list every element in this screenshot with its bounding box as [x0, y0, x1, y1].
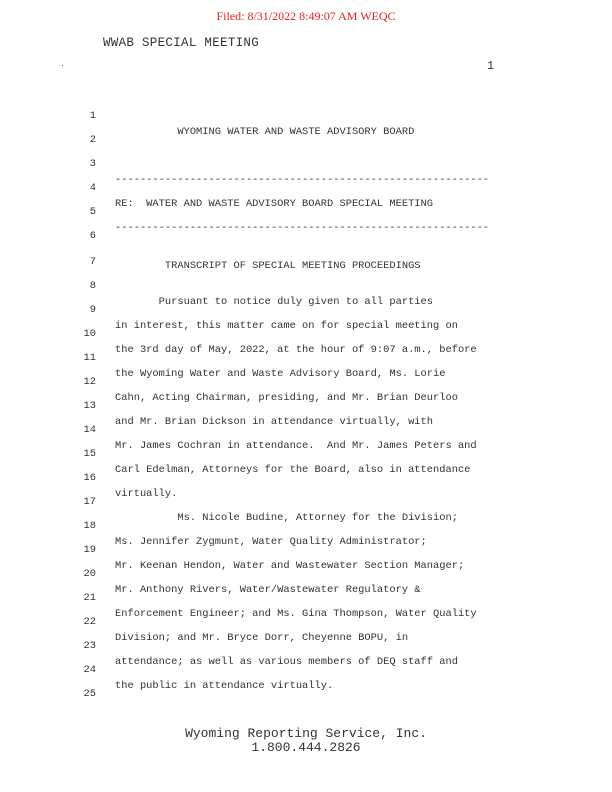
line-number: 4	[89, 182, 96, 194]
transcript-line	[0, 92, 612, 138]
line-text: the 3rd day of May, 2022, at the hour of 9:07 a.m., before	[115, 344, 477, 356]
page-number: 1	[487, 59, 495, 73]
transcript-line	[0, 670, 612, 700]
line-number: 5	[89, 206, 96, 218]
line-number: 1	[89, 110, 96, 122]
line-text: the Wyoming Water and Waste Advisory Board, Ms. Lorie	[115, 368, 446, 380]
transcript-line	[0, 478, 612, 524]
line-number: 2	[89, 134, 96, 146]
line-number: 18	[83, 520, 96, 532]
transcript-line	[0, 430, 612, 476]
filed-stamp: Filed: 8/31/2022 8:49:07 AM WEQC	[216, 9, 396, 23]
transcript-line	[0, 116, 612, 146]
transcript-line	[0, 358, 612, 404]
footer	[0, 727, 612, 755]
line-number: 15	[83, 448, 96, 460]
line-number: 6	[89, 230, 96, 242]
line-number: 21	[83, 592, 96, 604]
line-number: 14	[83, 424, 96, 436]
transcript-line	[0, 188, 612, 234]
footer-phone: 1.800.444.2826	[251, 740, 361, 755]
line-text: Division; and Mr. Bryce Dorr, Cheyenne BOPU, in	[115, 632, 409, 644]
line-number: 3	[89, 158, 96, 170]
transcript-line	[0, 622, 612, 668]
line-text: Ms. Jennifer Zygmunt, Water Quality Administrator;	[115, 536, 427, 548]
line-text: Ms. Nicole Budine, Attorney for the Division;	[115, 512, 458, 524]
line-text: ------------------------------------------------------------	[115, 174, 490, 186]
line-number: 12	[83, 376, 96, 388]
line-text: Mr. Keenan Hendon, Water and Wastewater Section Manager;	[115, 560, 465, 572]
line-number: 22	[83, 616, 96, 628]
line-number: 17	[83, 496, 96, 508]
line-text: TRANSCRIPT OF SPECIAL MEETING PROCEEDINGS	[115, 260, 421, 272]
transcript-line	[0, 310, 612, 356]
transcript-line	[0, 646, 612, 692]
line-number: 16	[83, 472, 96, 484]
transcript-line	[0, 406, 612, 452]
transcript-line	[0, 502, 612, 548]
line-number: 19	[83, 544, 96, 556]
transcript-line	[0, 140, 612, 186]
stray-mark: .	[60, 60, 65, 69]
line-text: Pursuant to notice duly given to all parties	[115, 296, 434, 308]
transcript-line	[0, 382, 612, 428]
transcript-line	[0, 334, 612, 380]
transcript-line	[0, 286, 612, 332]
line-text: virtually.	[115, 488, 178, 500]
transcript-line	[0, 164, 612, 210]
line-text: Carl Edelman, Attorneys for the Board, also in attendance	[115, 464, 471, 476]
line-number: 13	[83, 400, 96, 412]
line-text: and Mr. Brian Dickson in attendance virtually, with	[115, 416, 434, 428]
line-number: 23	[83, 640, 96, 652]
line-text: attendance; as well as various members of DEQ staff and	[115, 656, 458, 668]
header-title: WWAB SPECIAL MEETING	[103, 36, 260, 50]
transcript-line	[0, 454, 612, 500]
transcript-line	[0, 262, 612, 308]
line-text: Mr. James Cochran in attendance. And Mr. James Peters and	[115, 440, 477, 452]
line-number: 11	[83, 352, 96, 364]
line-text: ------------------------------------------------------------	[115, 222, 490, 234]
line-text: Mr. Anthony Rivers, Water/Wastewater Regulatory &	[115, 584, 421, 596]
line-number: 7	[89, 256, 96, 268]
transcript-line	[0, 550, 612, 596]
line-number: 25	[83, 688, 96, 700]
line-text: Cahn, Acting Chairman, presiding, and Mr. Brian Deurloo	[115, 392, 458, 404]
line-number: 8	[89, 280, 96, 292]
line-number: 9	[89, 304, 96, 316]
line-text: in interest, this matter came on for special meeting on	[115, 320, 458, 332]
transcript-line	[0, 598, 612, 644]
line-text: Enforcement Engineer; and Ms. Gina Thompson, Water Quality	[115, 608, 477, 620]
transcript-line	[0, 526, 612, 572]
line-number: 24	[83, 664, 96, 676]
line-text: the public in attendance virtually.	[115, 680, 334, 692]
footer-company: Wyoming Reporting Service, Inc.	[185, 726, 427, 741]
line-number: 20	[83, 568, 96, 580]
transcript-line	[0, 574, 612, 620]
line-text: RE: WATER AND WASTE ADVISORY BOARD SPECIAL MEETING	[115, 198, 434, 210]
line-text: WYOMING WATER AND WASTE ADVISORY BOARD	[115, 126, 415, 138]
line-number: 10	[83, 328, 96, 340]
